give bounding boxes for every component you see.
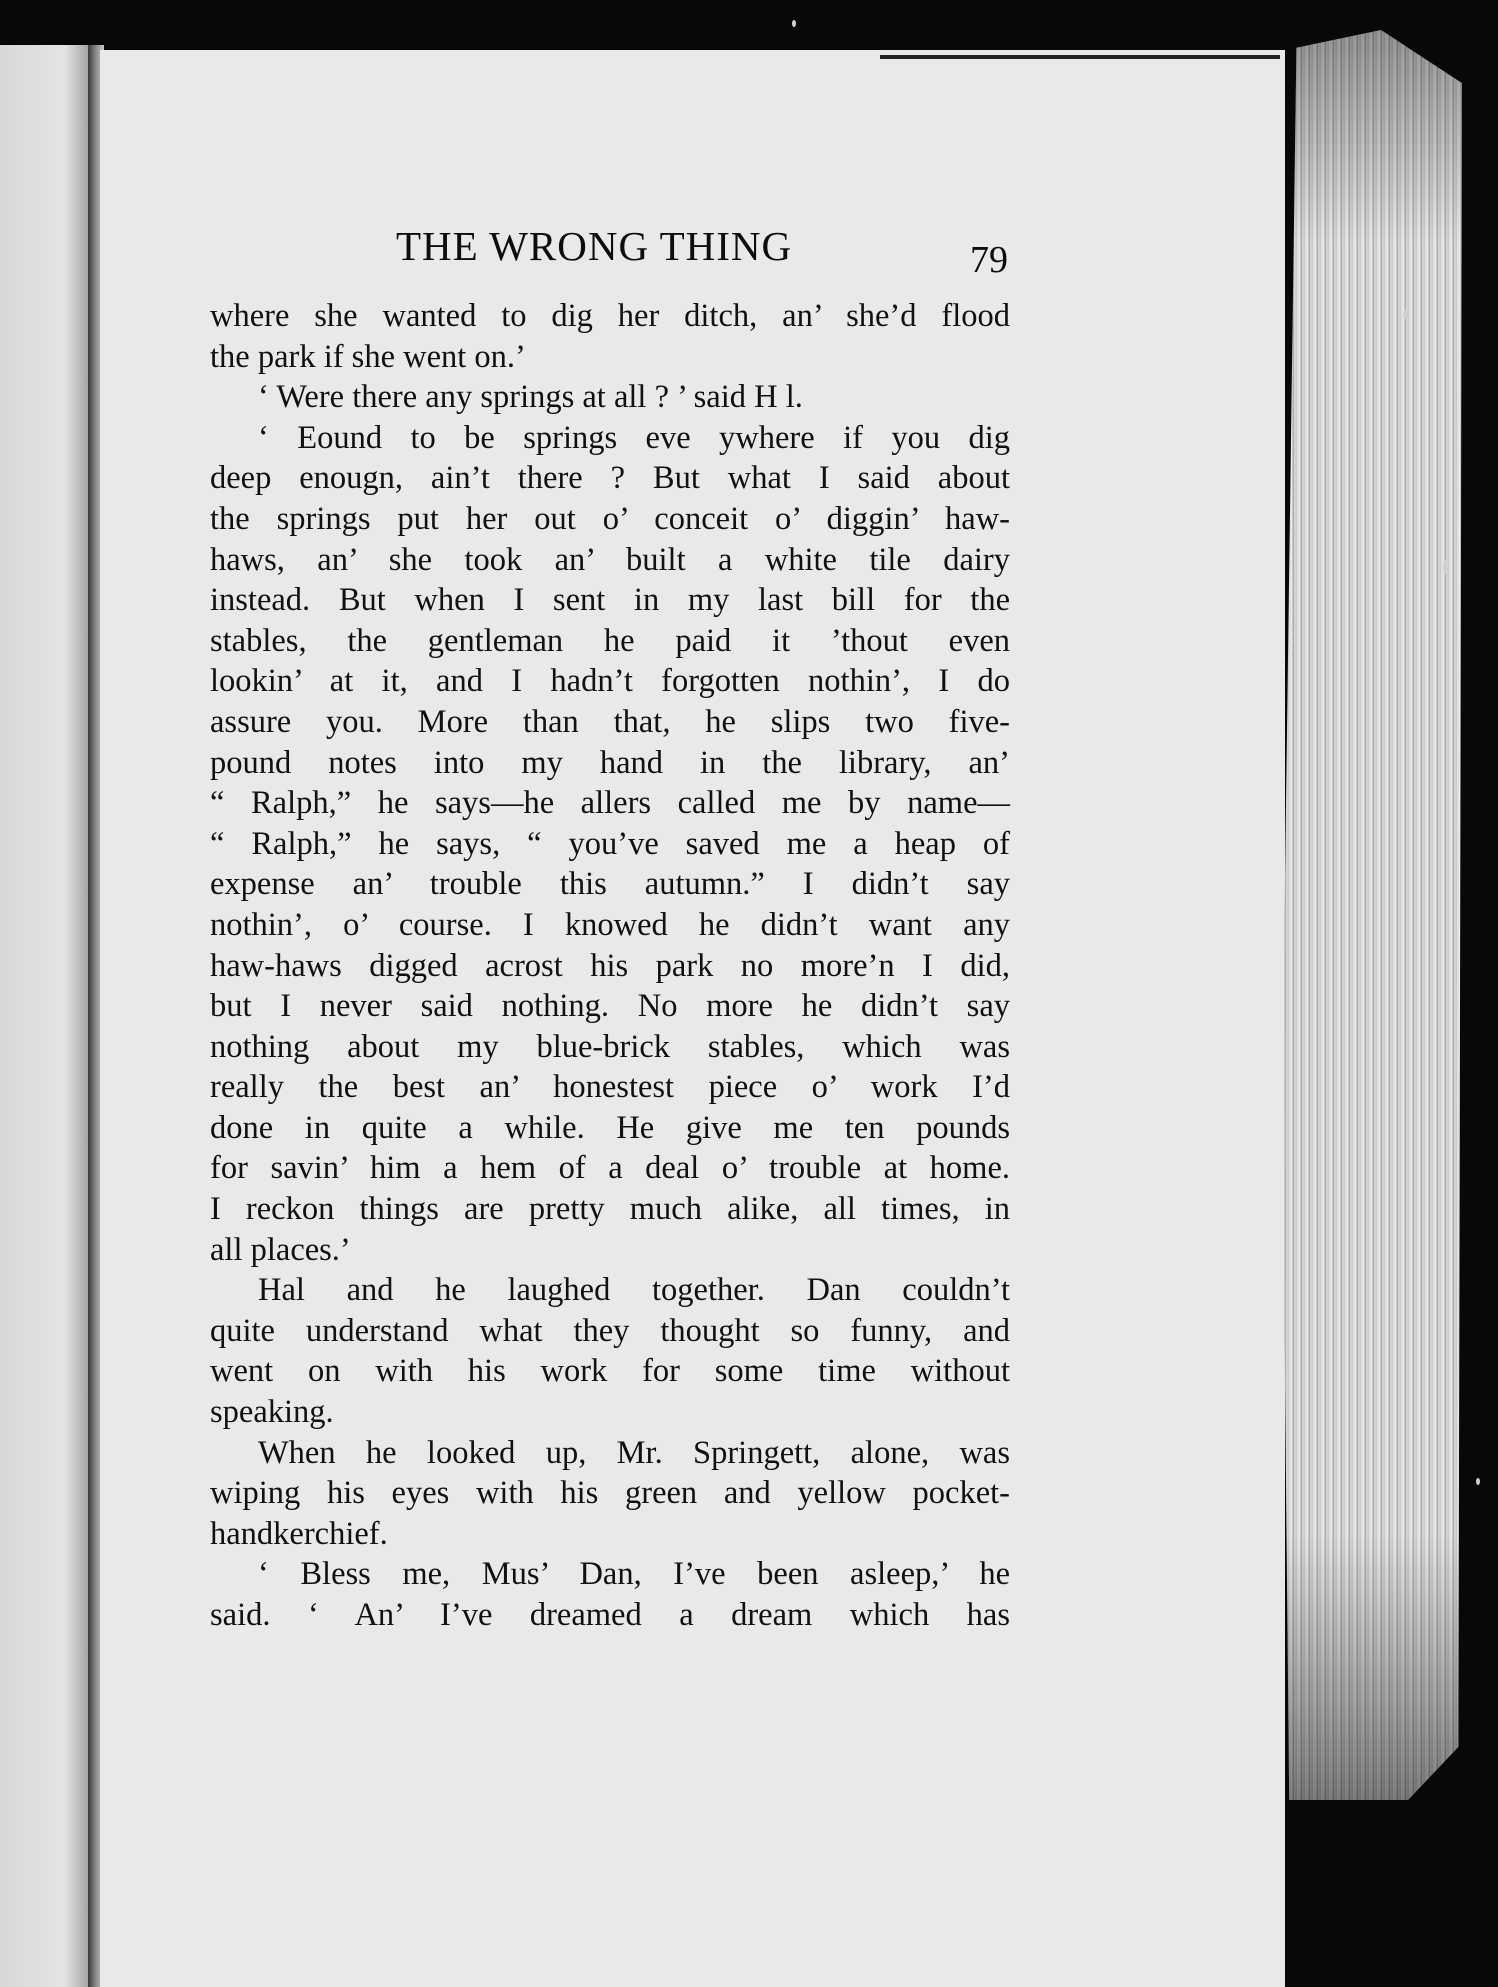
running-head-title: THE WRONG THING xyxy=(396,223,793,269)
dust-speck xyxy=(1403,310,1408,319)
text-line: wiping his eyes with his green and yellow pocket- xyxy=(210,1475,1010,1512)
text-line: “ Ralph,” he says, “ you’ve saved me a heap of xyxy=(210,825,1010,862)
text-line: said. ‘ An’ I’ve dreamed a dream which has xyxy=(210,1597,1010,1633)
text-line: nothing about my blue-brick stables, which was xyxy=(210,1028,1010,1065)
text-line: the springs put her out o’ conceit o’ diggin’ haw- xyxy=(210,500,1010,537)
text-line: haw-haws digged acrost his park no more’n I did, xyxy=(210,947,1010,984)
page-stack-shadow xyxy=(1282,30,1462,1800)
text-line: all places.’ xyxy=(210,1231,351,1268)
dust-speck xyxy=(792,20,796,27)
text-line: “ Ralph,” he says—he allers called me by name— xyxy=(210,785,1010,822)
text-line: expense an’ trouble this autumn.” I didn’t say xyxy=(210,866,1010,903)
page-top-shadow xyxy=(880,55,1280,59)
page-number: 79 xyxy=(970,239,1008,281)
left-page-edge xyxy=(0,45,92,1987)
text-line: really the best an’ honestest piece o’ work I’d xyxy=(210,1069,1010,1106)
text-line: deep enougn, ain’t there ? But what I said about xyxy=(210,460,1010,497)
text-line: ‘ Bless me, Mus’ Dan, I’ve been asleep,’ he xyxy=(258,1556,1010,1593)
text-line: assure you. More than that, he slips two five- xyxy=(210,703,1010,740)
text-line: where she wanted to dig her ditch, an’ she’d flood xyxy=(210,298,1010,334)
text-line: but I never said nothing. No more he didn’t say xyxy=(210,988,1010,1025)
text-line: When he looked up, Mr. Springett, alone, was xyxy=(258,1434,1010,1471)
dust-speck xyxy=(1443,560,1447,574)
text-line: pound notes into my hand in the library, an’ xyxy=(210,744,1010,781)
text-line: done in quite a while. He give me ten pounds xyxy=(210,1109,1010,1146)
text-line: quite understand what they thought so funny, and xyxy=(210,1312,1010,1349)
dust-speck xyxy=(1476,1478,1480,1485)
text-line: ‘ Eound to be springs eve ywhere if you dig xyxy=(258,419,1010,456)
page-body-text xyxy=(210,296,1010,1636)
text-line: haws, an’ she took an’ built a white tile dairy xyxy=(210,541,1010,578)
text-line: handkerchief. xyxy=(210,1515,388,1552)
text-line: lookin’ at it, and I hadn’t forgotten nothin’, I do xyxy=(210,663,1010,700)
text-line: instead. But when I sent in my last bill for the xyxy=(210,582,1010,619)
text-line: Hal and he laughed together. Dan couldn’t xyxy=(258,1272,1010,1309)
text-line: the park if she went on.’ xyxy=(210,338,526,375)
text-line: went on with his work for some time without xyxy=(210,1353,1010,1390)
text-line: for savin’ him a hem of a deal o’ trouble at home. xyxy=(210,1150,1010,1187)
text-line: nothin’, o’ course. I knowed he didn’t want any xyxy=(210,906,1010,943)
text-line: stables, the gentleman he paid it ’thout even xyxy=(210,622,1010,659)
text-line: speaking. xyxy=(210,1394,334,1431)
text-line: I reckon things are pretty much alike, all times, in xyxy=(210,1191,1010,1228)
text-line: ‘ Were there any springs at all ? ’ said H l. xyxy=(258,379,803,416)
